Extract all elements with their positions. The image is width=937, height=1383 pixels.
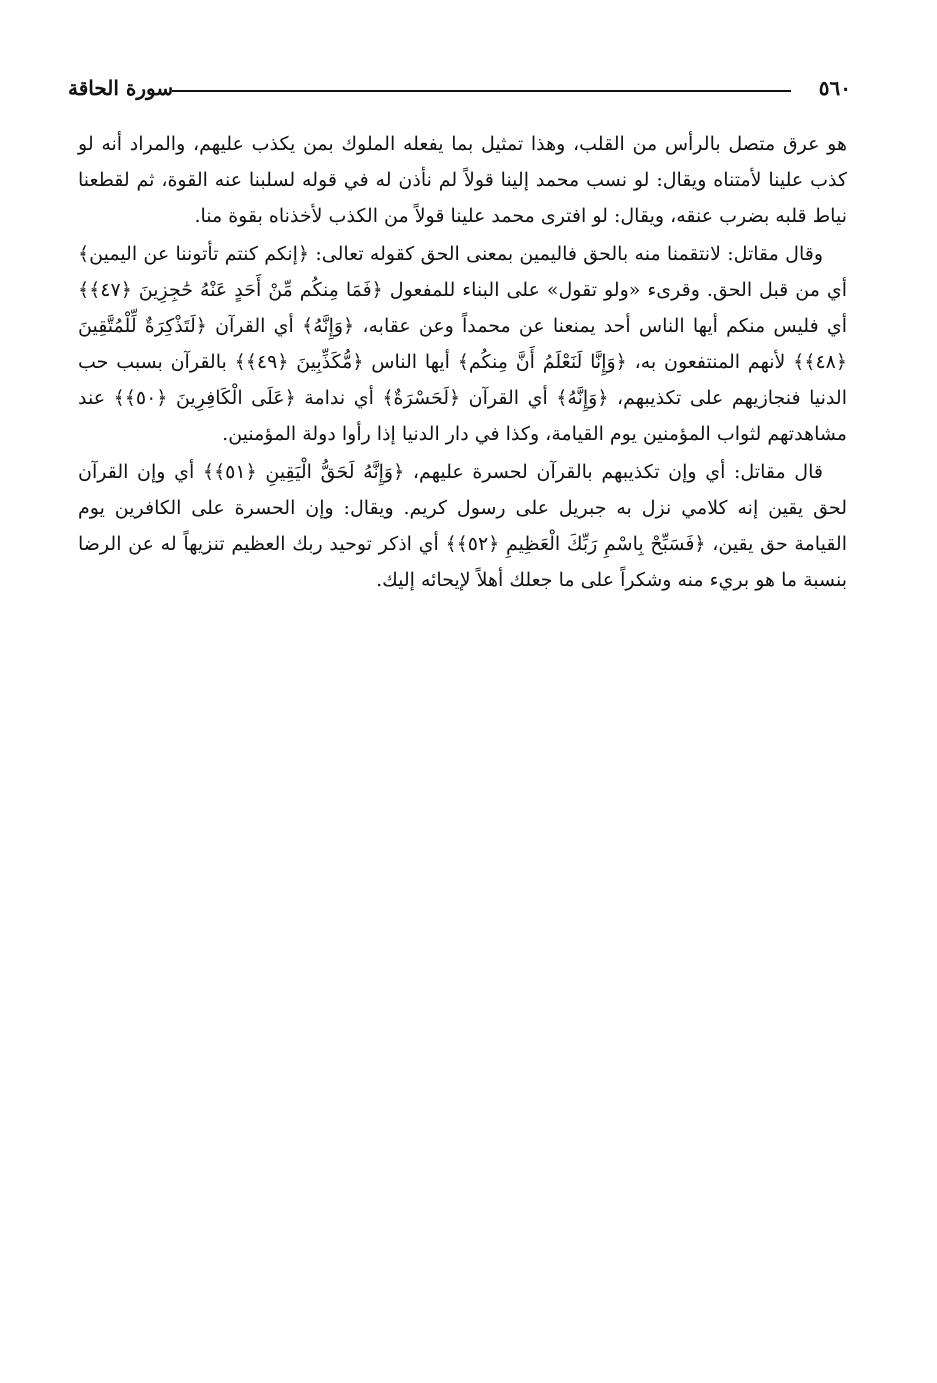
surah-title: سورة الحاقة [68,76,174,100]
paragraph-3: قال مقاتل: أي وإن تكذيبهم بالقرآن لحسرة عليهم، ﴿وَإِنَّهُ لَحَقُّ الْيَقِينِ ﴿٥١﴾﴾ أي وإن القرآن لحق يقين إنه كلامي نزل به جبريل على رسول كريم. ويقال: وإن الحسرة على الكافرين يوم القيامة حق يقين، ﴿فَسَبِّحْ بِاسْمِ رَبِّكَ الْعَظِيمِ ﴿٥٢﴾﴾ أي اذكر توحيد ربك العظيم تنزيهاً له عن الرضا بنسبة ما هو بريء منه وشكراً على ما جعلك أهلاً لإيحائه إليك. [78,461,847,591]
header-rule [172,90,791,92]
paragraph-1: هو عرق متصل بالرأس من القلب، وهذا تمثيل بما يفعله الملوك بمن يكذب عليهم، والمراد أنه لو كذب علينا لأمتناه ويقال: لو نسب محمد إلينا قولاً لم نأذن له في قوله لسلبنا عنه القوة، ثم لقطعنا نياط قلبه بضرب عنقه، ويقال: لو افترى محمد علينا قولاً من الكذب لأخذناه بقوة منا. [78,133,847,227]
page-header [68,70,851,106]
page-body [78,126,847,598]
page-number: ٥٦٠ [818,76,851,100]
paragraph-2: وقال مقاتل: لانتقمنا منه بالحق فاليمين بمعنى الحق كقوله تعالى: ﴿إنكم كنتم تأتوننا عن اليمين﴾ أي من قبل الحق. وقرىء «ولو تقول» على البناء للمفعول ﴿فَمَا مِنكُم مِّنْ أَحَدٍ عَنْهُ حَٰجِزِينَ ﴿٤٧﴾﴾ أي فليس منكم أيها الناس أحد يمنعنا عن محمداً وعن عقابه، ﴿وَإِنَّهُ﴾ أي القرآن ﴿لَتَذْكِرَةٌ لِّلْمُتَّقِينَ ﴿٤٨﴾﴾ لأنهم المنتفعون به، ﴿وَإِنَّا لَنَعْلَمُ أَنَّ مِنكُم﴾ أيها الناس ﴿مُّكَذِّبِينَ ﴿٤٩﴾﴾ بالقرآن بسبب حب الدنيا فنجازيهم على تكذيبهم، ﴿وَإِنَّهُ﴾ أي القرآن ﴿لَحَسْرَةٌ﴾ أي ندامة ﴿عَلَى الْكَافِرِينَ ﴿٥٠﴾﴾ عند مشاهدتهم لثواب المؤمنين يوم القيامة، وكذا في دار الدنيا إذا رأوا دولة المؤمنين. [78,243,847,445]
